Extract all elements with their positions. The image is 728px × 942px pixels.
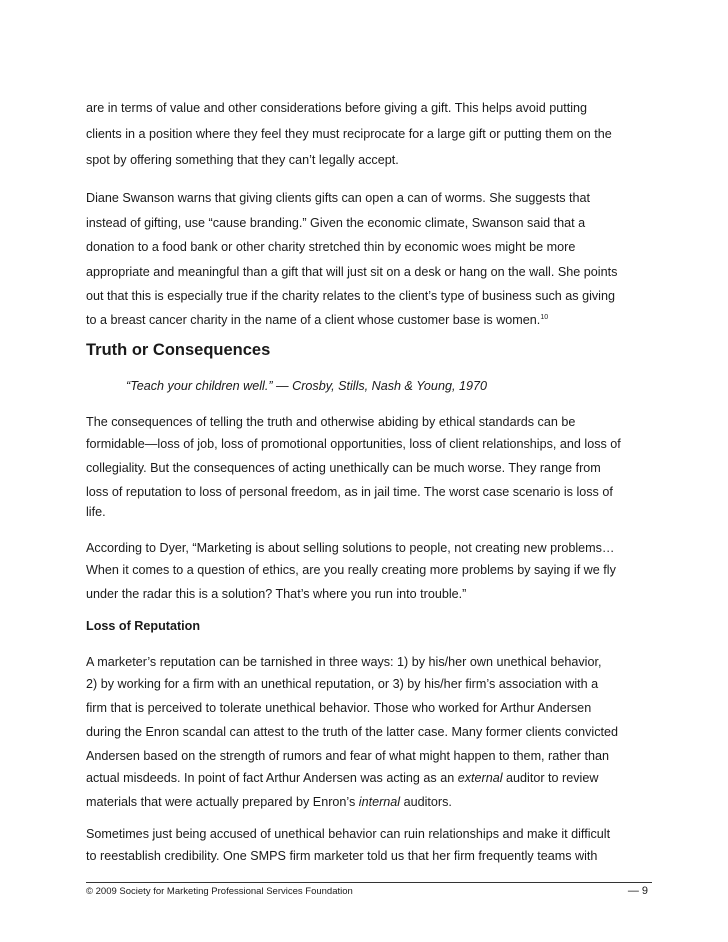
paragraph-3-line-4: loss of reputation to loss of personal freedom, as in jail time. The worst case scenario is loss of — [86, 485, 613, 499]
paragraph-6-line-2: to reestablish credibility. One SMPS firm marketer told us that her firm frequently teams with — [86, 849, 598, 863]
paragraph-3-line-1: The consequences of telling the truth and otherwise abiding by ethical standards can be — [86, 415, 576, 429]
footnote-marker: 10 — [540, 314, 549, 321]
section-heading: Truth or Consequences — [86, 341, 271, 359]
paragraph-5-line-5: Andersen based on the strength of rumors and fear of what might happen to them, rather than — [86, 749, 609, 763]
paragraph-2-line-5: out that this is especially true if the charity relates to the client’s type of business such as giving — [86, 289, 615, 303]
emphasis-internal: internal — [358, 795, 401, 809]
paragraph-2-line-6-text: to a breast cancer charity in the name of a client whose customer base is women. — [86, 313, 541, 327]
paragraph-5-line-7-after: auditors. — [400, 795, 452, 809]
footer-copyright: © 2009 Society for Marketing Professional Services Foundation — [86, 886, 353, 897]
footer-divider — [86, 882, 652, 883]
paragraph-4-line-1: According to Dyer, “Marketing is about selling solutions to people, not creating new problems… — [86, 541, 615, 555]
paragraph-5-line-6-before: actual misdeeds. In point of fact Arthur Andersen was acting as an — [86, 771, 458, 785]
paragraph-2-line-6 — [86, 312, 548, 328]
paragraph-6-line-1: Sometimes just being accused of unethical behavior can ruin relationships and make it difficult — [86, 827, 611, 841]
paragraph-5-line-2: 2) by working for a firm with an unethical reputation, or 3) by his/her firm’s association with a — [86, 677, 599, 691]
paragraph-2-line-3: donation to a food bank or other charity stretched thin by economic woes might be more — [86, 240, 576, 254]
paragraph-1-line-3: spot by offering something that they can’t legally accept. — [86, 153, 399, 167]
paragraph-3-line-5: life. — [86, 505, 106, 519]
paragraph-2-line-1: Diane Swanson warns that giving clients gifts can open a can of worms. She suggests that — [86, 191, 591, 205]
paragraph-5-line-6-after: auditor to review — [502, 771, 599, 785]
subsection-heading: Loss of Reputation — [86, 619, 201, 633]
paragraph-5-line-4: during the Enron scandal can attest to the truth of the latter case. Many former clients convicted — [86, 725, 619, 739]
paragraph-1-line-2: clients in a position where they feel they must reciprocate for a large gift or putting them on the — [86, 127, 612, 141]
paragraph-4-line-3: under the radar this is a solution? That’s where you run into trouble.” — [86, 587, 467, 601]
paragraph-5-line-3: firm that is perceived to tolerate unethical behavior. Those who worked for Arthur Andersen — [86, 701, 592, 715]
paragraph-2-line-2: instead of gifting, use “cause branding.” Given the economic climate, Swanson said that a — [86, 216, 586, 230]
document-page — [86, 0, 652, 942]
paragraph-5-line-7-before: materials that were actually prepared by Enron’s — [86, 795, 359, 809]
page-number: — 9 — [627, 885, 648, 897]
paragraph-5-line-7 — [86, 794, 452, 810]
emphasis-external: external — [457, 771, 503, 785]
paragraph-3-line-2: formidable—loss of job, loss of promotional opportunities, loss of client relationships, and loss of — [86, 437, 621, 451]
paragraph-4-line-2: When it comes to a question of ethics, are you really creating more problems by saying if we fly — [86, 563, 616, 577]
paragraph-5-line-6 — [86, 770, 598, 786]
paragraph-1-line-1: are in terms of value and other considerations before giving a gift. This helps avoid putting — [86, 101, 588, 115]
paragraph-2-line-4: appropriate and meaningful than a gift that will just sit on a desk or hang on the wall. She points — [86, 265, 618, 279]
paragraph-3-line-3: collegiality. But the consequences of acting unethically can be much worse. They range from — [86, 461, 601, 475]
epigraph-quote: “Teach your children well.” — Crosby, Stills, Nash & Young, 1970 — [126, 379, 487, 393]
paragraph-5-line-1: A marketer’s reputation can be tarnished in three ways: 1) by his/her own unethical behavior, — [86, 655, 602, 669]
